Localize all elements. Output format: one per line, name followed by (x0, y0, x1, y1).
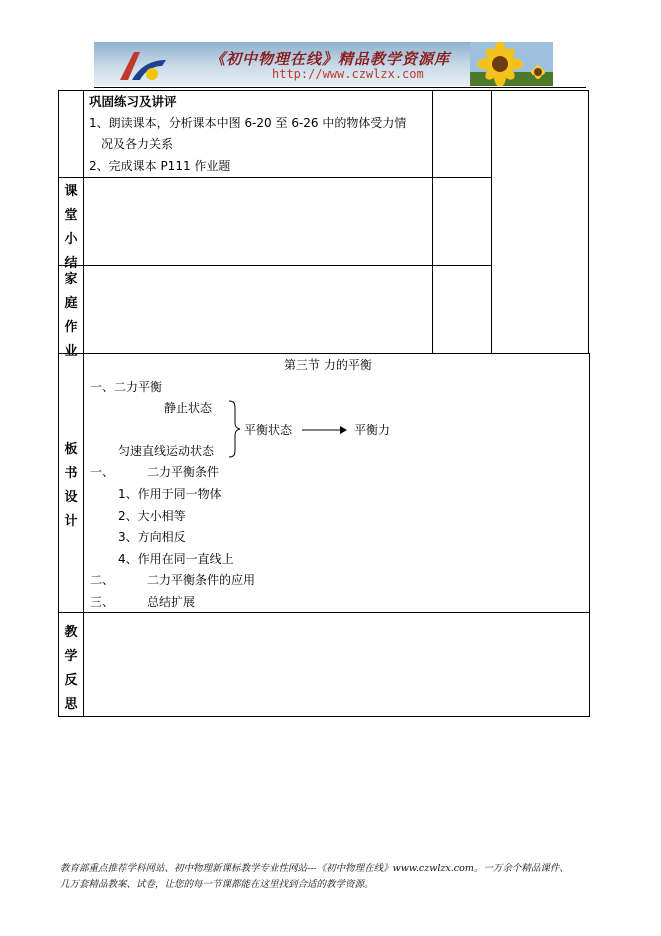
label-char: 计 (64, 514, 78, 529)
label-char: 课 (64, 184, 78, 199)
board-condition-4: 4、作用在同一直线上 (118, 552, 234, 566)
board-condition-2: 2、大小相等 (118, 509, 186, 523)
board-balance-state: 平衡状态 (244, 423, 293, 437)
board-section-4-num: 三、 (90, 595, 115, 609)
reflection-content-cell (83, 612, 590, 717)
board-section-2: 二力平衡条件 (147, 465, 220, 479)
footer-line-1: 教育部重点推荐学科网站、初中物理新课标教学专业性网站---《初中物理在线》www.czwlzx.com。一万余个精品课件、 (60, 863, 569, 874)
board-balance-force: 平衡力 (354, 423, 391, 437)
board-title: 第三节 力的平衡 (284, 358, 372, 372)
review-item-1-cont: 况及各力关系 (101, 137, 174, 151)
label-class-summary (58, 177, 84, 271)
label-teaching-reflection (58, 612, 84, 717)
label-char: 书 (64, 466, 78, 481)
remarks-cell (491, 90, 589, 354)
page-footer (60, 861, 620, 893)
board-condition-1: 1、作用于同一物体 (118, 487, 222, 501)
review-heading: 巩固练习及讲评 (89, 94, 177, 109)
curly-brace-icon (227, 400, 241, 458)
homework-content-cell (83, 265, 433, 354)
review-item-2: 2、完成课本 P111 作业题 (89, 159, 231, 173)
label-char: 小 (64, 232, 78, 247)
label-char: 教 (64, 625, 78, 640)
label-char: 思 (64, 697, 78, 712)
notes-cell-2 (432, 177, 492, 266)
review-cell (83, 90, 433, 178)
banner-url[interactable]: http://www.czwlzx.com (272, 67, 424, 81)
banner-title: 《初中物理在线》精品教学资源库 (210, 50, 451, 68)
label-char: 结 (64, 256, 78, 271)
label-homework (58, 265, 84, 359)
board-section-1: 一、二力平衡 (90, 380, 163, 394)
board-section-4: 总结扩展 (147, 595, 196, 609)
logo-icon (112, 46, 172, 84)
label-char: 庭 (64, 296, 78, 311)
board-condition-3: 3、方向相反 (118, 530, 186, 544)
board-design-cell (83, 353, 590, 613)
notes-cell-1 (432, 90, 492, 178)
label-char: 设 (64, 490, 78, 505)
board-section-3-num: 二、 (90, 573, 115, 587)
label-char: 堂 (64, 208, 78, 223)
review-item-1: 1、朗读课本，分析课本中图 6-20 至 6-26 中的物体受力情 (89, 116, 407, 130)
board-static-state: 静止状态 (164, 401, 213, 415)
label-board-design (58, 353, 84, 613)
label-char: 业 (64, 344, 78, 359)
banner-underline (94, 87, 586, 88)
header-banner (94, 42, 553, 86)
label-char: 家 (64, 272, 78, 287)
board-section-3: 二力平衡条件的应用 (147, 573, 256, 587)
board-uniform-state: 匀速直线运动状态 (118, 444, 215, 458)
notes-cell-3 (432, 265, 492, 354)
label-char: 板 (64, 442, 78, 457)
board-section-2-num: 一、 (90, 465, 115, 479)
sunflower-icon (470, 42, 553, 86)
label-char: 学 (64, 649, 78, 664)
label-char: 反 (64, 673, 78, 688)
footer-line-2: 几万套精品教案、试卷，让您的每一节课都能在这里找到合适的教学资源。 (60, 879, 374, 890)
arrow-right-icon (302, 425, 348, 435)
label-cell-empty (58, 90, 84, 178)
label-char: 作 (64, 320, 78, 335)
summary-content-cell (83, 177, 433, 266)
